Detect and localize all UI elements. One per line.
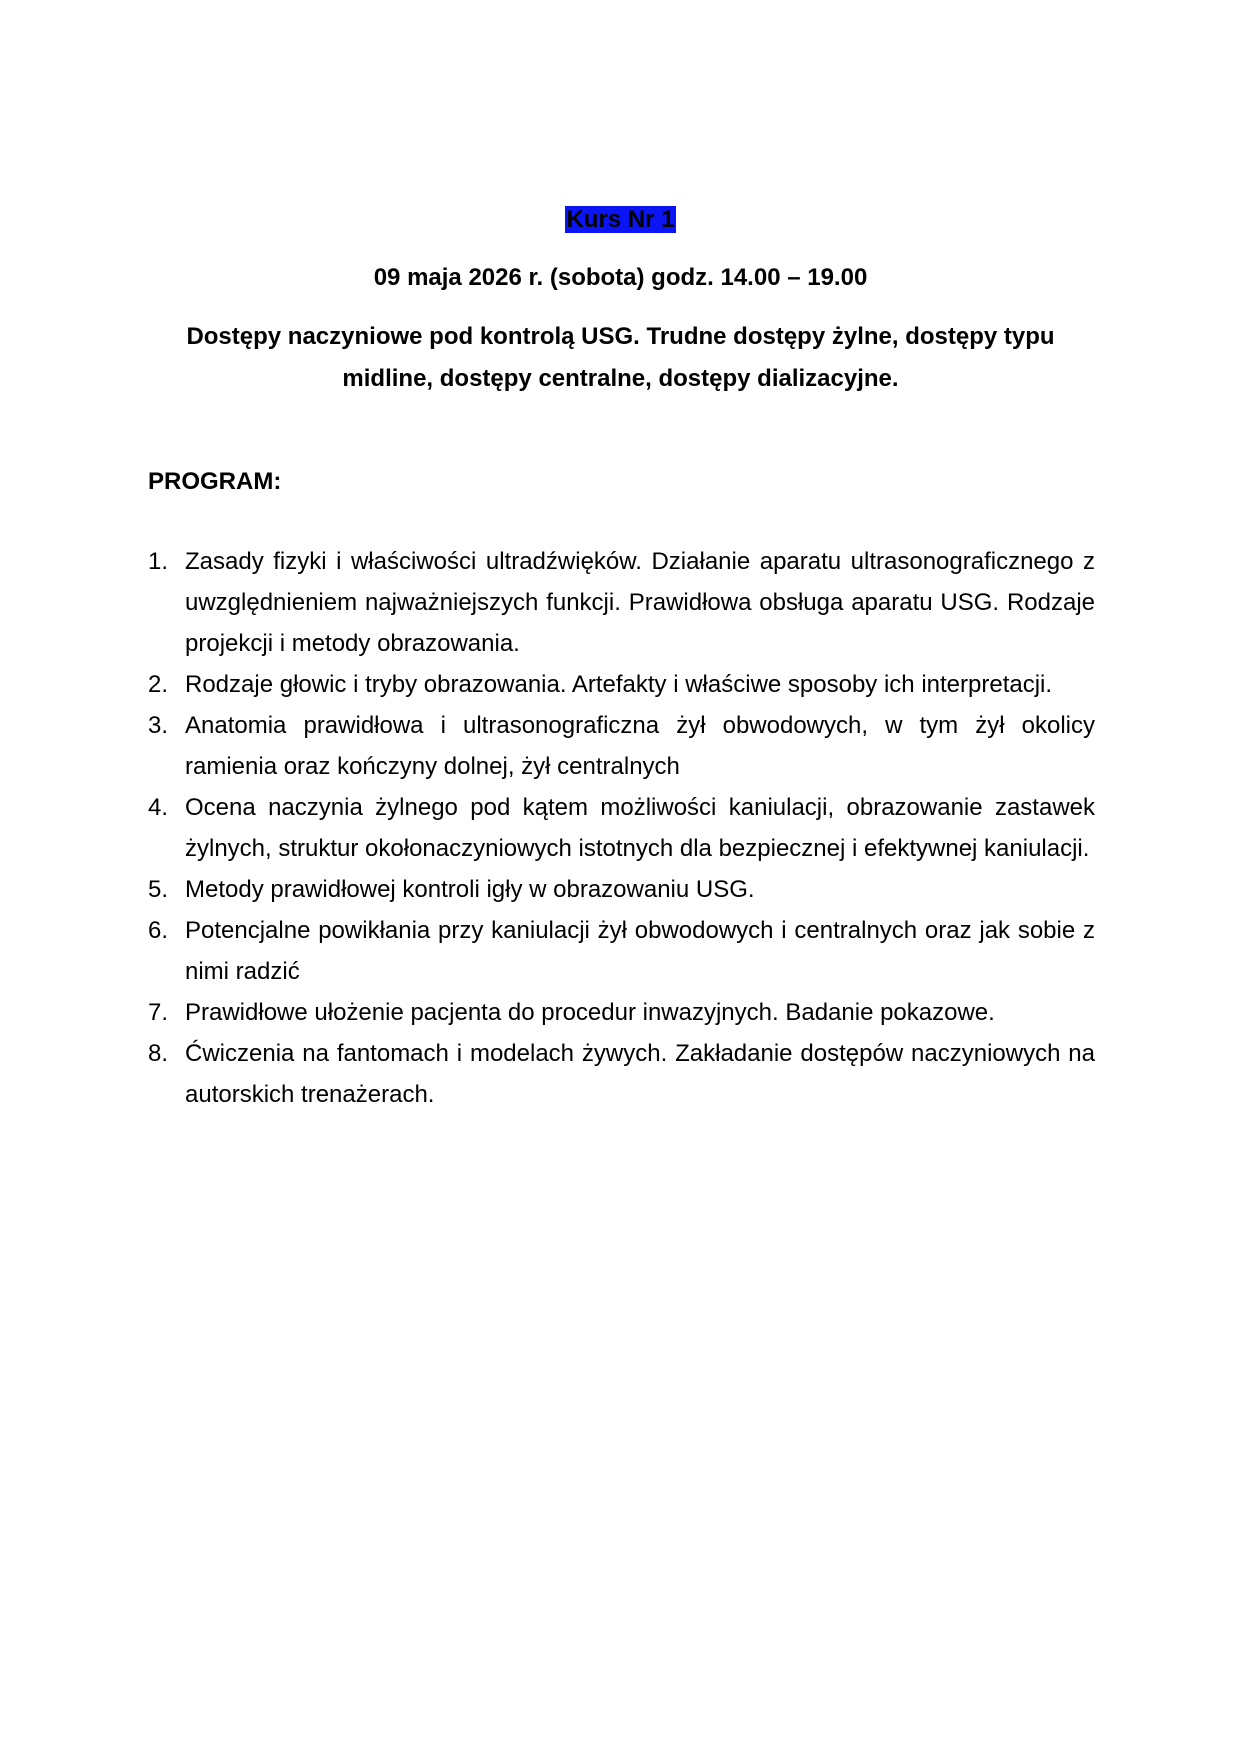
program-item xyxy=(148,992,1095,1033)
program-item-number: 4. xyxy=(148,794,169,821)
program-item-text: Ocena naczynia żylnego pod kątem możliwości kaniulacji, obrazowanie zastawek żylnych, struktur okołonaczyniowych istotnych dla bezpiecznej i efektywnej kaniulacji. xyxy=(185,794,1095,862)
program-item xyxy=(148,541,1095,664)
program-item xyxy=(148,664,1095,705)
program-item-number: 7. xyxy=(148,999,169,1026)
program-item-number: 6. xyxy=(148,917,169,944)
program-item-number: 1. xyxy=(148,548,169,575)
program-item-text: Zasady fizyki i właściwości ultradźwięków. Działanie aparatu ultrasonograficznego z uwzględnieniem najważniejszych funkcji. Prawidłowa obsługa aparatu USG. Rodzaje projekcji i metody obrazowania. xyxy=(185,548,1095,657)
program-item-number: 5. xyxy=(148,876,169,903)
program-item-text: Ćwiczenia na fantomach i modelach żywych. Zakładanie dostępów naczyniowych na autorskich trenażerach. xyxy=(185,1040,1095,1108)
course-date: 09 maja 2026 r. (sobota) godz. 14.00 – 19.00 xyxy=(373,264,868,291)
course-number-label: Kurs Nr 1 xyxy=(566,206,675,233)
program-item-text: Metody prawidłowej kontroli igły w obrazowaniu USG. xyxy=(185,876,755,903)
course-title: Dostępy naczyniowe pod kontrolą USG. Trudne dostępy żylne, dostępy typu midline, dostępy centralne, dostępy dializacyjne. xyxy=(186,323,1055,392)
program-item-number: 3. xyxy=(148,712,169,739)
program-item xyxy=(148,869,1095,910)
program-item xyxy=(148,910,1095,992)
program-item xyxy=(148,787,1095,869)
program-item-text: Potencjalne powikłania przy kaniulacji żył obwodowych i centralnych oraz jak sobie z nimi radzić xyxy=(185,917,1095,985)
program-heading: PROGRAM: xyxy=(148,468,282,495)
program-item-text: Anatomia prawidłowa i ultrasonograficzna żył obwodowych, w tym żył okolicy ramienia oraz kończyny dolnej, żył centralnych xyxy=(185,712,1095,780)
program-item-number: 2. xyxy=(148,671,169,698)
program-item-text: Rodzaje głowic i tryby obrazowania. Artefakty i właściwe sposoby ich interpretacji. xyxy=(185,671,1053,698)
course-number xyxy=(140,204,1101,236)
program-item-number: 8. xyxy=(148,1040,169,1067)
program-item xyxy=(148,705,1095,787)
program-item xyxy=(148,1033,1095,1115)
program-item-text: Prawidłowe ułożenie pacjenta do procedur inwazyjnych. Badanie pokazowe. xyxy=(185,999,995,1026)
program-list xyxy=(148,541,1095,1115)
